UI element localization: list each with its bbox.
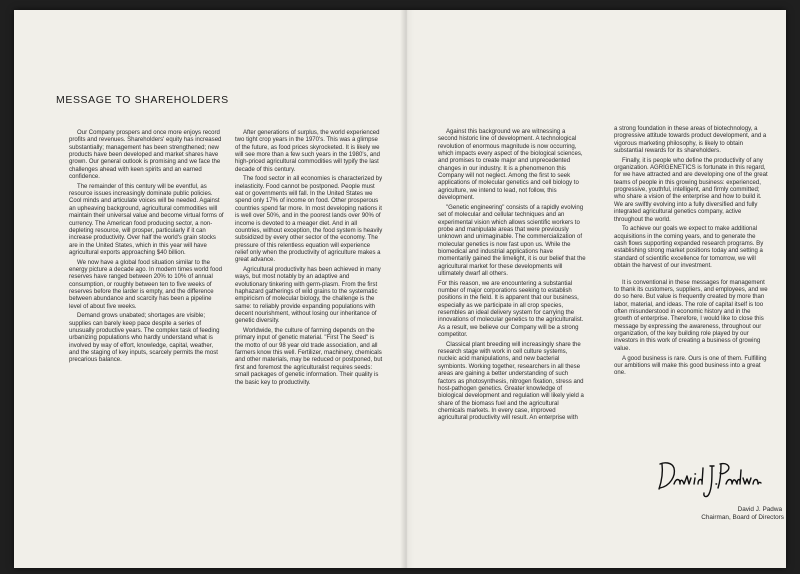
paragraph: A good business is rare. Ours is one of them. Fulfilling our ambitions will make this good business into a great one. <box>614 355 767 377</box>
paragraph: To achieve our goals we expect to make additional acquisitions in the coming years, and to generate the cash flows supporting expanded research programs. By establishing strong market positions today and setting a standard of scientific excellence for tomorrow, we will obtain the harvest of our investment. <box>614 226 764 269</box>
page-heading: MESSAGE TO SHAREHOLDERS <box>56 94 229 106</box>
paragraph: Agricultural productivity has been achieved in many ways, but most notably by an adaptive and evolutionary tinkering with germ-plasm. From the first haphazard gatherings of wild grains to the systematic empiricism of molecular biology, the challenge is the same: to reliably provide expanding populations with decent nourishment, without losing our inheritance of genetic diversity. <box>235 266 381 325</box>
text-column-2 <box>235 130 383 389</box>
paragraph: a strong foundation in these areas of biotechnology, a progressive attitude towards product development, and a vigorous marketing philosophy, is likely to obtain substantial rewards for its shareholders. <box>614 126 767 155</box>
paragraph: The remainder of this century will be eventful, as resource issues increasingly dominate public policies. Cool minds and articulate voices will be needed. Against an upheaving background, agricultural commodities will maintain their universal value and become virtual forms of currency. The American food producing sector, a non-depleting resource, will prosper, particularly if it can increase productivity. Over half the world's grain stocks are in the United States, which in this year will have agricultural exports approaching $40 billion. <box>69 183 224 256</box>
page-fold <box>400 10 414 568</box>
paragraph: After generations of surplus, the world experienced two tight crop years in the 1970's. This was a glimpse of the future, as food prices skyrocketed. It is likely we will see more than a few such years in the 1980's, and high-priced agricultural commodities will typify the last decade of this century. <box>235 130 381 173</box>
paragraph: Classical plant breeding will increasingly share the research stage with work in cell culture systems, nucleic acid manipulations, and new bacterial symbionts. Working together, researchers in all these areas are gaining a better understanding of such factors as photosynthesis, nitrogen fixation, stress and host-pathogen genetics. Greater knowledge of biological development and regulation will likely yield a share of the biomass fuel and the agricultural chemicals markets. In every case, improved agricultural productivity will result. An enterprise with <box>438 341 584 422</box>
text-column-4 <box>614 126 769 380</box>
paragraph: The food sector in all economies is characterized by inelasticity. Food cannot be postponed. People must eat or governments will fall. In the United States we spend only 17% of income on food. Other prosperous countries spend far more. In most developing nations it is well over 50%, and in the poorest lands over 90% of income is devoted to a meager diet. And in all countries, without exception, the food system is heavily subsidized by every other sector of the economy. The pressure of this relentless equation will experience relief only when the productivity of agriculture makes a great advance. <box>235 176 383 264</box>
paragraph: We now have a global food situation similar to the energy picture a decade ago. In modern times world food reserves have ranged between 20% to 10% of annual consumption, or roughly between ten to five weeks of reserves before the larder is empty, and the difference between abundance and scarcity has been a pipeline level of about five weeks. <box>69 259 222 310</box>
handwritten-signature <box>654 454 764 502</box>
paragraph: It is conventional in these messages for management to thank its customers, suppliers, and employees, and we do so here. But value is frequently created by more than labor, material, and ideas. The role of capital itself is too often misunderstood in economic history and in the growth of enterprise. Therefore, I would like to close this message by expressing the awareness, throughout our organization, of the key building role played by our investors in this work of creating a business of growing value. <box>614 279 768 352</box>
text-column-3 <box>438 129 586 425</box>
annual-report-spread <box>14 10 786 568</box>
text-column-1 <box>69 130 224 367</box>
paragraph-gap <box>614 273 769 280</box>
paragraph: Our Company prospers and once more enjoys record profits and revenues. Shareholders' equity has increased substantially; management has been strengthened; new products have been developed and market shares have grown. Our general outlook is promising and we face the challenges ahead with keen spirits and an earned confidence. <box>69 130 222 181</box>
paragraph: Demand grows unabated; shortages are visible; supplies can barely keep pace despite a series of unusually productive years. The complex task of feeding urbanizing populations who hardly understand what is involved by way of effort, knowledge, capital, weather, and the staging of key inputs, scarcely permits the most precarious balance. <box>69 313 220 364</box>
signer-title: Chairman, Board of Directors <box>701 514 784 522</box>
paragraph: Against this background we are witnessing a second historic line of development. A technological revolution of enormous magnitude is now occurring, which impacts every aspect of the biological sciences, and promises to create major and unprecedented changes in our industry. It is a phenomenon this Company will not neglect. Among the first to seek applications of molecular genetics and cell biology to agriculture, we intend to lead, not follow, this development. <box>438 129 583 202</box>
paragraph: "Genetic engineering" consists of a rapidly evolving set of molecular and cellular techniques and an experimental vision which allows scientific workers to probe and manipulate areas that were previously unknown and unimaginable. The commercialization of molecular genetics is now fast upon us. While the biomedical and industrial applications have momentarily gained the limelight, it is our belief that the agricultural market for these developments will ultimately dwarf all others. <box>438 204 586 277</box>
paragraph: For this reason, we are encountering a substantial number of major corporations seeking to establish positions in the field. It is apparent that our business, especially as we participate in all crop species, resembles an ideal delivery system for carrying the innovations of molecular genetics to the agriculturalist. As a result, we believe our Company will be a strong competitor. <box>438 280 584 339</box>
paragraph: Worldwide, the culture of farming depends on the primary input of genetic material. "First The Seed" is the motto of our 98 year old trade association, and all farmers know this well. Fertilizer, machinery, chemicals and other materials, may be reduced or postponed, but first and foremost the agriculturalist requires seeds: small packages of genetic information. Their quality is the basic key to productivity. <box>235 328 383 386</box>
signer-name: David J. Padwa <box>737 506 782 513</box>
signer-block <box>654 506 784 523</box>
paragraph: Finally, it is people who define the productivity of any organization. AGRIGENETICS is fortunate in this regard, for we have attracted and are developing one of the great teams of people in this growing business: experienced, progressive, youthful, intelligent, and firmly committed; who share a vision of the enterprise and how to build it. We are swiftly evolving into a fully diversified and fully integrated agricultural genetics company, active throughout the world. <box>614 157 768 223</box>
